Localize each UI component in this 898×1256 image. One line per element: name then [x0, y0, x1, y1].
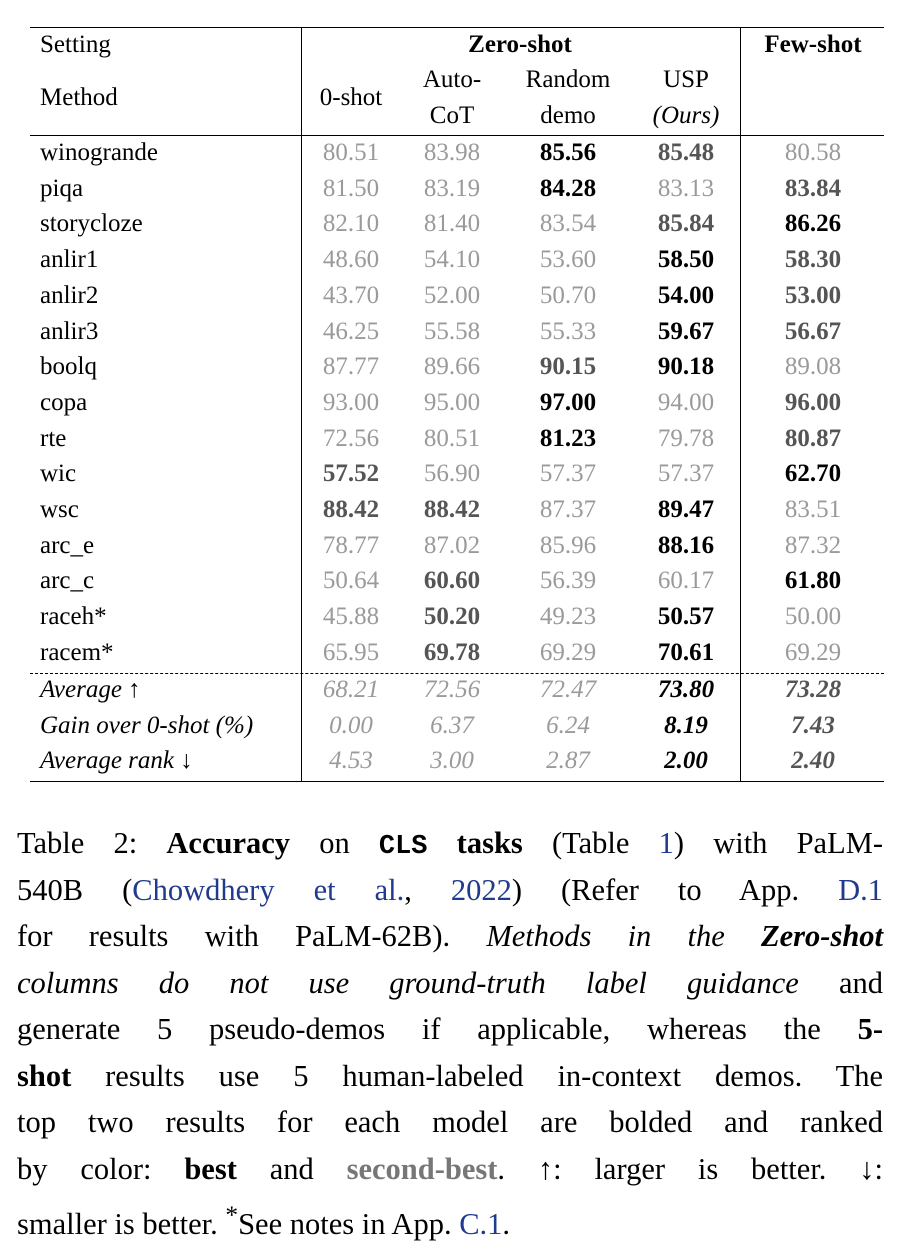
table-cell: 54.10 [423, 246, 481, 274]
caption-bold: shot [17, 1058, 72, 1093]
table-cell: 55.33 [539, 317, 597, 345]
caption-second-best: second-best [346, 1151, 498, 1186]
table-cell: 83.51 [784, 496, 842, 523]
task-name: anlir1 [40, 246, 99, 274]
task-name: raceh* [40, 603, 107, 631]
task-name: arc_e [40, 531, 95, 559]
task-name: anlir2 [40, 281, 99, 309]
table-cell: 90.18 [657, 353, 715, 381]
caption-text: 540B ( [17, 872, 133, 907]
table-cell: 80.87 [784, 424, 842, 452]
table-cell: 56.67 [784, 317, 842, 345]
caption-text: smaller is better. [17, 1207, 226, 1242]
task-name: boolq [40, 353, 97, 381]
table-cell: 90.15 [539, 353, 597, 381]
caption-text: ) with PaLM- [673, 826, 884, 860]
table-cell: 72.56 [322, 424, 380, 452]
table-cell: 72.47 [539, 676, 597, 703]
table-cell: 50.57 [657, 603, 715, 631]
header-col-random-l1: Random [525, 66, 611, 93]
table-cell: 49.23 [539, 603, 597, 631]
table-cell: 73.80 [657, 676, 715, 703]
header-few-shot: Few-shot [764, 31, 862, 58]
caption-best: best [184, 1151, 237, 1186]
table-cell: 4.53 [329, 747, 373, 774]
table-cell: 69.78 [423, 638, 481, 666]
table-cell: 85.84 [657, 210, 715, 238]
table-cell: 93.00 [322, 388, 380, 416]
header-col-autocot-l3: CoT [429, 102, 475, 129]
header-col-random-l3: demo [540, 102, 596, 129]
caption-bold-italic: Zero-shot [761, 919, 884, 953]
table-cell: 58.30 [784, 246, 842, 274]
table-cell: 94.00 [657, 388, 715, 416]
table-cell: 83.13 [657, 174, 715, 202]
table-cell: 80.51 [322, 139, 380, 166]
header-zero-shot: Zero-shot [468, 31, 572, 58]
table-cell: 57.37 [539, 460, 597, 488]
task-name: wic [40, 460, 77, 488]
summary-row-label: Average rank ↓ [40, 747, 193, 774]
table-cell: 65.95 [322, 638, 380, 666]
task-name: copa [40, 388, 88, 416]
table-ref-link[interactable]: 1 [658, 826, 674, 860]
table-cell: 68.21 [322, 676, 380, 703]
caption-text: . [502, 1207, 511, 1242]
table-cell: 53.00 [784, 281, 842, 309]
table-cell: 88.42 [322, 496, 380, 523]
task-name: anlir3 [40, 317, 99, 345]
table-cell: 2.40 [791, 747, 835, 774]
header-col-usp-l3: (Ours) [652, 102, 720, 129]
caption-text: results use 5 human-labeled in-context demos. The [71, 1058, 883, 1093]
table-cell: 84.28 [539, 174, 597, 202]
task-name: rte [40, 424, 67, 452]
table-cell: 69.29 [784, 638, 842, 666]
table-caption [17, 820, 884, 1242]
table-cell: 3.00 [430, 747, 474, 774]
header-col-0shot: 0-shot [319, 84, 383, 111]
table-cell: 57.52 [322, 460, 380, 488]
table-cell: 83.98 [423, 139, 481, 166]
top-rule [30, 27, 884, 28]
header-col-autocot-l1: Auto- [422, 66, 482, 93]
task-name: storycloze [40, 210, 143, 238]
table-cell: 87.02 [423, 531, 481, 559]
caption-bold: Accuracy [166, 826, 291, 860]
table-cell: 72.56 [423, 676, 481, 703]
citation-link[interactable]: Chowdhery et al. [132, 872, 405, 907]
table-cell: 88.42 [423, 496, 481, 523]
table-cell: 87.77 [322, 353, 380, 381]
table-cell: 2.00 [664, 747, 708, 774]
table-cell: 50.64 [322, 567, 380, 595]
table-cell: 80.58 [784, 139, 842, 166]
bottom-rule [30, 781, 884, 782]
caption-bold: tasks [427, 826, 523, 860]
table-cell: 56.90 [423, 460, 481, 488]
table-cell: 83.19 [423, 174, 481, 202]
table-cell: 6.24 [546, 711, 590, 739]
caption-text: generate 5 pseudo-demos if applicable, whereas the [17, 1012, 858, 1046]
table-cell: 46.25 [322, 317, 380, 345]
appendix-d1-link[interactable]: D.1 [838, 872, 883, 907]
table-cell: 55.58 [423, 317, 481, 345]
table-cell: 2.87 [546, 747, 590, 774]
caption-text: for results with PaLM-62B). [17, 919, 487, 953]
table-cell: 70.61 [657, 638, 715, 666]
table-cell: 52.00 [423, 281, 481, 309]
table-cell: 54.00 [657, 281, 715, 309]
caption-text: by color: [17, 1151, 185, 1186]
task-name: arc_c [40, 567, 95, 595]
table-cell: 69.29 [539, 638, 597, 666]
table-cell: 83.54 [539, 210, 597, 238]
caption-text: Table 2: [17, 826, 167, 860]
dashed-rule [30, 673, 884, 674]
table-cell: 48.60 [322, 246, 380, 274]
table-cell: 56.39 [539, 567, 597, 595]
summary-row-label: Gain over 0-shot (%) [40, 711, 254, 739]
caption-italic: Methods in the [486, 919, 762, 953]
caption-text: ) (Refer to App. [511, 872, 839, 907]
table-cell: 86.26 [784, 210, 842, 238]
table-cell: 82.10 [322, 210, 380, 238]
caption-text: and [236, 1151, 347, 1186]
table-cell: 80.51 [423, 424, 481, 452]
task-name: racem* [40, 638, 114, 666]
caption-italic: columns do not use ground-truth label guidance [17, 965, 799, 1000]
table-cell: 7.43 [791, 711, 835, 739]
table-cell: 81.23 [539, 424, 597, 452]
vertical-rule-right [740, 27, 741, 781]
task-name: piqa [40, 174, 84, 202]
table-cell: 60.60 [423, 567, 481, 595]
caption-bold: 5- [857, 1012, 883, 1046]
summary-row-label: Average ↑ [40, 676, 141, 703]
table-cell: 89.47 [657, 496, 715, 523]
header-col-usp-l1: USP [663, 66, 709, 93]
table-cell: 43.70 [322, 281, 380, 309]
table-cell: 61.80 [784, 567, 842, 595]
table-cell: 87.32 [784, 531, 842, 559]
caption-text: , [404, 872, 451, 907]
header-method: Method [40, 84, 118, 111]
table-cell: 73.28 [784, 676, 842, 703]
table-cell: 62.70 [784, 460, 842, 488]
task-name: winogrande [40, 139, 159, 166]
table-cell: 85.56 [539, 139, 597, 166]
caption-asterisk: * [225, 1201, 239, 1229]
appendix-c1-link[interactable]: C.1 [459, 1207, 503, 1242]
caption-text: top two results for each model are bolded and ranked [17, 1105, 883, 1139]
caption-text: . ↑: larger is better. ↓: [497, 1151, 883, 1186]
caption-text: and [798, 965, 883, 1000]
table-cell: 50.70 [539, 281, 597, 309]
header-rule [30, 135, 884, 136]
table-cell: 85.96 [539, 531, 597, 559]
table-cell: 88.16 [657, 531, 715, 559]
table-cell: 89.66 [423, 353, 481, 381]
table-cell: 58.50 [657, 246, 715, 274]
table-cell: 8.19 [664, 711, 708, 739]
caption-code: CLS [378, 832, 428, 862]
task-name: wsc [40, 496, 79, 523]
vertical-rule-left [301, 27, 302, 781]
table-cell: 87.37 [539, 496, 597, 523]
table-cell: 79.78 [657, 424, 715, 452]
table-cell: 78.77 [322, 531, 380, 559]
table-cell: 96.00 [784, 388, 842, 416]
table-cell: 97.00 [539, 388, 597, 416]
table-cell: 0.00 [329, 711, 373, 739]
table-cell: 95.00 [423, 388, 481, 416]
caption-text: (Table [522, 826, 659, 860]
table-cell: 85.48 [657, 139, 715, 166]
table-cell: 50.20 [423, 603, 481, 631]
table-cell: 59.67 [657, 317, 715, 345]
caption-text: on [290, 826, 379, 860]
caption-text: See notes in App. [238, 1207, 460, 1242]
table-cell: 89.08 [784, 353, 842, 381]
citation-year-link[interactable]: 2022 [450, 872, 512, 907]
header-setting: Setting [40, 31, 111, 58]
table-cell: 45.88 [322, 603, 380, 631]
table-cell: 50.00 [784, 603, 842, 631]
table-cell: 53.60 [539, 246, 597, 274]
table-cell: 60.17 [657, 567, 715, 595]
table-cell: 83.84 [784, 174, 842, 202]
table-cell: 57.37 [657, 460, 715, 488]
table-cell: 81.50 [322, 174, 380, 202]
table-cell: 81.40 [423, 210, 481, 238]
table-cell: 6.37 [430, 711, 474, 739]
